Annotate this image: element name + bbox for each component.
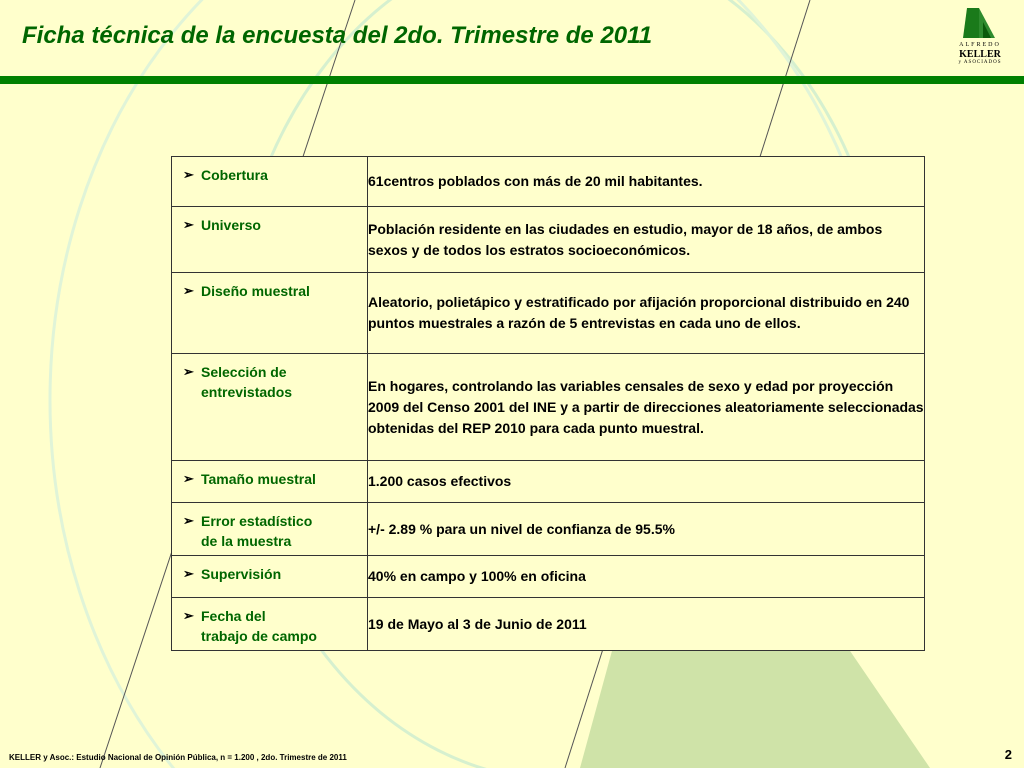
arrow-bullet-icon: ➢ bbox=[183, 283, 194, 298]
row-label: Fecha del trabajo de campo bbox=[201, 608, 317, 644]
row-label: Cobertura bbox=[201, 167, 268, 183]
row-value: 40% en campo y 100% en oficina bbox=[368, 556, 925, 598]
table-row bbox=[172, 207, 925, 273]
row-label-cell bbox=[172, 503, 368, 556]
row-value: 19 de Mayo al 3 de Junio de 2011 bbox=[368, 598, 925, 651]
arrow-bullet-icon: ➢ bbox=[183, 167, 194, 182]
row-label-cell bbox=[172, 207, 368, 273]
arrow-bullet-icon: ➢ bbox=[183, 364, 194, 379]
arrow-bullet-icon: ➢ bbox=[183, 608, 194, 623]
logo-line-1: ALFREDO bbox=[959, 42, 1001, 48]
row-label: Error estadístico de la muestra bbox=[201, 513, 313, 549]
row-value: En hogares, controlando las variables censales de sexo y edad por proyección 2009 del Censo 2001 del INE y a partir de direcciones aleatoriamente seleccionadas obtenidas del REP 2010 para cada punto muestral. bbox=[368, 354, 925, 461]
row-value: 61centros poblados con más de 20 mil habitantes. bbox=[368, 157, 925, 207]
header-rule bbox=[0, 76, 1024, 84]
row-label-cell bbox=[172, 556, 368, 598]
page-number: 2 bbox=[1004, 747, 1012, 762]
company-logo bbox=[952, 4, 1008, 76]
table-row bbox=[172, 556, 925, 598]
table-row bbox=[172, 598, 925, 651]
survey-spec-table bbox=[171, 156, 925, 651]
footer-source: KELLER y Asoc.: Estudio Nacional de Opinión Pública, n = 1.200 , 2do. Trimestre de 2011 bbox=[9, 753, 347, 762]
row-label-cell bbox=[172, 461, 368, 503]
arrow-bullet-icon: ➢ bbox=[183, 471, 194, 486]
table-row bbox=[172, 354, 925, 461]
row-value: Población residente en las ciudades en estudio, mayor de 18 años, de ambos sexos y de todos los estratos socioeconómicos. bbox=[368, 207, 925, 273]
row-label-cell bbox=[172, 273, 368, 354]
arrow-bullet-icon: ➢ bbox=[183, 513, 194, 528]
logo-line-3: y ASOCIADOS bbox=[958, 60, 1002, 65]
page-title: Ficha técnica de la encuesta del 2do. Trimestre de 2011 bbox=[22, 22, 653, 49]
arrow-bullet-icon: ➢ bbox=[183, 217, 194, 232]
row-value: Aleatorio, polietápico y estratificado por afijación proporcional distribuido en 240 puntos muestrales a razón de 5 entrevistas en cada uno de ellos. bbox=[368, 273, 925, 354]
row-label: Selección de entrevistados bbox=[201, 364, 293, 400]
arrow-bullet-icon: ➢ bbox=[183, 566, 194, 581]
row-value: +/- 2.89 % para un nivel de confianza de 95.5% bbox=[368, 503, 925, 556]
row-label: Supervisión bbox=[201, 566, 282, 582]
table-row bbox=[172, 461, 925, 503]
table-row bbox=[172, 157, 925, 207]
row-value: 1.200 casos efectivos bbox=[368, 461, 925, 503]
logo-line-2: KELLER bbox=[959, 49, 1001, 60]
row-label: Tamaño muestral bbox=[201, 471, 316, 487]
row-label-cell bbox=[172, 598, 368, 651]
keller-logo-icon bbox=[961, 4, 999, 42]
table-row bbox=[172, 273, 925, 354]
row-label: Universo bbox=[201, 217, 261, 233]
row-label-cell bbox=[172, 157, 368, 207]
table-row bbox=[172, 503, 925, 556]
row-label-cell bbox=[172, 354, 368, 461]
row-label: Diseño muestral bbox=[201, 283, 310, 299]
